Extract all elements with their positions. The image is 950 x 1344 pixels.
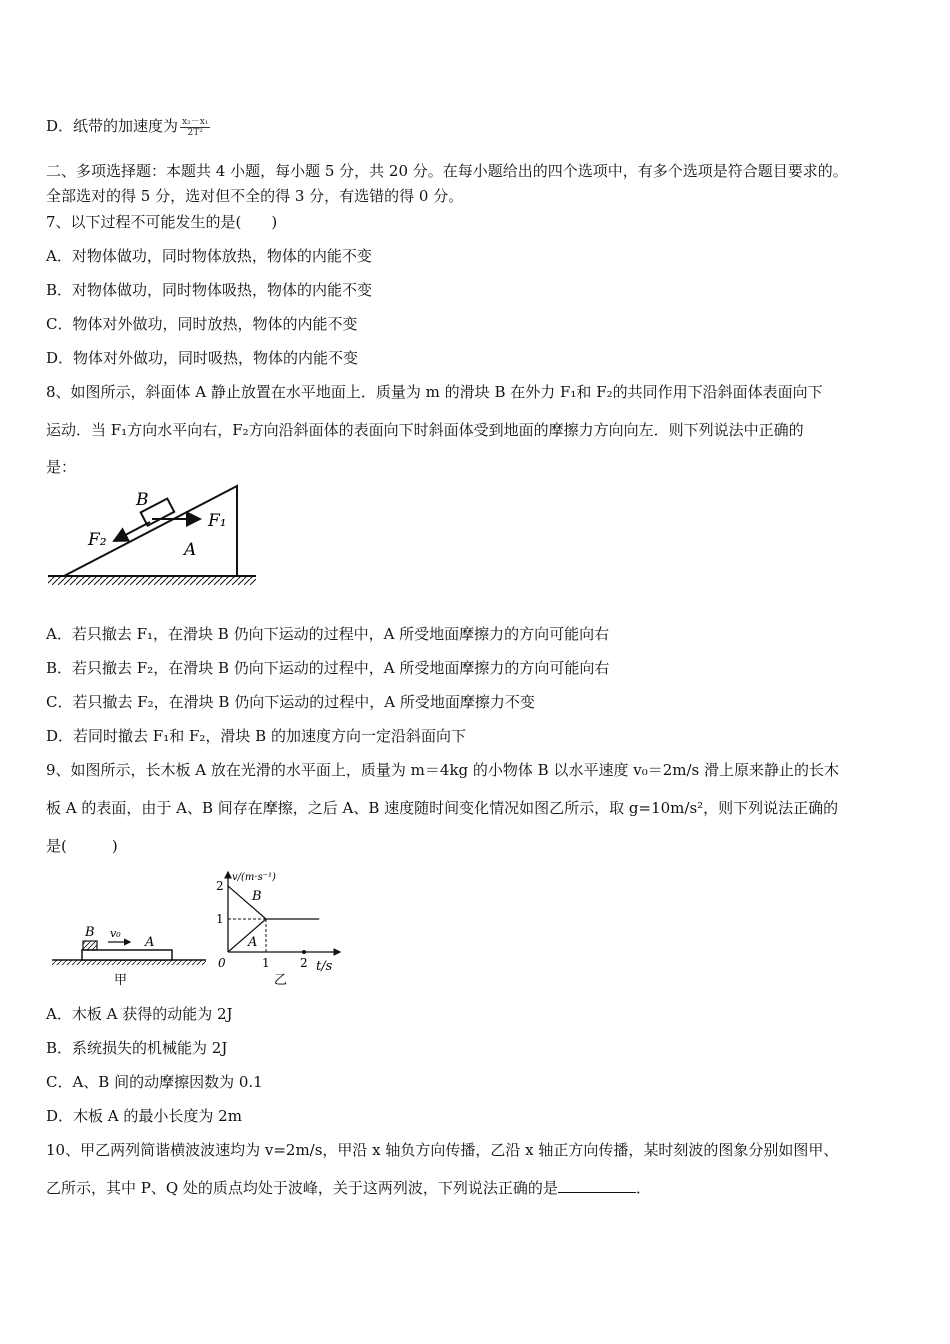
q8-stem-line2: 运动．当 F₁方向水平向右，F₂方向沿斜面体的表面向下时斜面体受到地面的摩擦力方向向左．则下列说法中正确的 bbox=[46, 421, 804, 439]
q9-stem-line2: 板 A 的表面，由于 A、B 间存在摩擦，之后 A、B 速度随时间变化情况如图乙所示，取 g=10m/s²，则下列说法正确的 bbox=[46, 799, 839, 817]
q8-option-a: A．若只撤去 F₁，在滑块 B 仍向下运动的过程中，A 所受地面摩擦力的方向可能向右 bbox=[46, 625, 610, 643]
q9-option-c: C．A、B 间的动摩擦因数为 0.1 bbox=[46, 1073, 263, 1091]
q8-stem-line1: 8、如图所示，斜面体 A 静止放置在水平地面上．质量为 m 的滑块 B 在外力 F₁和 F₂的共同作用下沿斜面体表面向下 bbox=[46, 383, 823, 401]
q9-option-b: B．系统损失的机械能为 2J bbox=[46, 1039, 228, 1057]
q9-option-a: A．木板 A 获得的动能为 2J bbox=[46, 1005, 233, 1023]
q7-option-a: A．对物体做功，同时物体放热，物体的内能不变 bbox=[46, 247, 372, 265]
force-f2-arrow bbox=[114, 522, 150, 541]
q10-stem-text: 乙所示，其中 P、Q 处的质点均处于波峰，关于这两列波，下列说法正确的是 bbox=[46, 1179, 558, 1197]
x-axis-label: t/s bbox=[316, 959, 333, 974]
y-tick-2: 2 bbox=[216, 879, 224, 893]
board-a bbox=[82, 950, 172, 960]
label-f1: F₁ bbox=[208, 511, 227, 531]
x-tick-2: 2 bbox=[300, 956, 308, 970]
label-b: B bbox=[85, 925, 95, 940]
q9-option-d: D．木板 A 的最小长度为 2m bbox=[46, 1107, 242, 1125]
q8-incline-figure bbox=[46, 483, 262, 593]
q10-stem-line2 bbox=[46, 1178, 651, 1198]
section2-intro-line2: 全部选对的得 5 分，选对但不全的得 3 分，有选错的得 0 分。 bbox=[46, 187, 464, 205]
q6-option-d-text: D．纸带的加速度为 bbox=[46, 117, 179, 135]
q9-stem-line1: 9、如图所示，长木板 A 放在光滑的水平面上，质量为 m＝4kg 的小物体 B 以水平速度 v₀＝2m/s 滑上原来静止的长木 bbox=[46, 761, 840, 779]
q8-option-d: D．若同时撤去 F₁和 F₂，滑块 B 的加速度方向一定沿斜面向下 bbox=[46, 727, 466, 745]
label-f2: F₂ bbox=[88, 530, 107, 550]
line-a-label: A bbox=[248, 935, 258, 950]
answer-blank bbox=[558, 1178, 636, 1193]
label-v0: v₀ bbox=[110, 927, 121, 940]
q7-option-d: D．物体对外做功，同时吸热，物体的内能不变 bbox=[46, 349, 359, 367]
origin-label: 0 bbox=[218, 956, 226, 970]
q9-figure-jia bbox=[50, 922, 210, 988]
q8-stem-line3: 是： bbox=[46, 458, 77, 476]
q7-stem: 7、以下过程不可能发生的是( ) bbox=[46, 213, 278, 231]
q10-stem-line1: 10、甲乙两列简谐横波波速均为 v=2m/s，甲沿 x 轴负方向传播，乙沿 x 轴正方向传播，某时刻波的图象分别如图甲、 bbox=[46, 1141, 839, 1159]
ground-hatch bbox=[48, 576, 256, 585]
fraction-denominator: 2T² bbox=[187, 127, 203, 138]
caption-jia: 甲 bbox=[114, 973, 128, 988]
label-a: A bbox=[145, 935, 155, 950]
fraction-numerator: x₂－x₁ bbox=[182, 116, 209, 127]
q7-option-c: C．物体对外做功，同时放热，物体的内能不变 bbox=[46, 315, 358, 333]
x-tick-1: 1 bbox=[262, 956, 270, 970]
fraction bbox=[180, 117, 210, 138]
y-tick-1: 1 bbox=[216, 912, 224, 926]
block-b bbox=[83, 941, 97, 950]
q8-option-c: C．若只撤去 F₂，在滑块 B 仍向下运动的过程中，A 所受地面摩擦力不变 bbox=[46, 693, 535, 711]
y-axis-label: v/(m·s⁻¹) bbox=[232, 872, 276, 883]
q10-stem-end: ． bbox=[635, 1179, 651, 1197]
label-a: A bbox=[184, 540, 197, 560]
section2-intro-line1: 二、多项选择题：本题共 4 小题，每小题 5 分，共 20 分。在每小题给出的四个选项中，有多个选项是符合题目要求的。 bbox=[46, 162, 848, 180]
q7-option-b: B．对物体做功，同时物体吸热，物体的内能不变 bbox=[46, 281, 373, 299]
label-b: B bbox=[136, 490, 149, 510]
line-b-label: B bbox=[252, 889, 262, 904]
q9-stem-line3: 是( ) bbox=[46, 837, 118, 855]
q9-figure-yi bbox=[212, 866, 348, 986]
q8-option-b: B．若只撤去 F₂，在滑块 B 仍向下运动的过程中，A 所受地面摩擦力的方向可能向右 bbox=[46, 659, 610, 677]
line-a-accel bbox=[228, 919, 266, 952]
x-tick-2-dot bbox=[302, 950, 306, 954]
q6-option-d bbox=[46, 116, 210, 138]
caption-yi: 乙 bbox=[274, 973, 288, 986]
